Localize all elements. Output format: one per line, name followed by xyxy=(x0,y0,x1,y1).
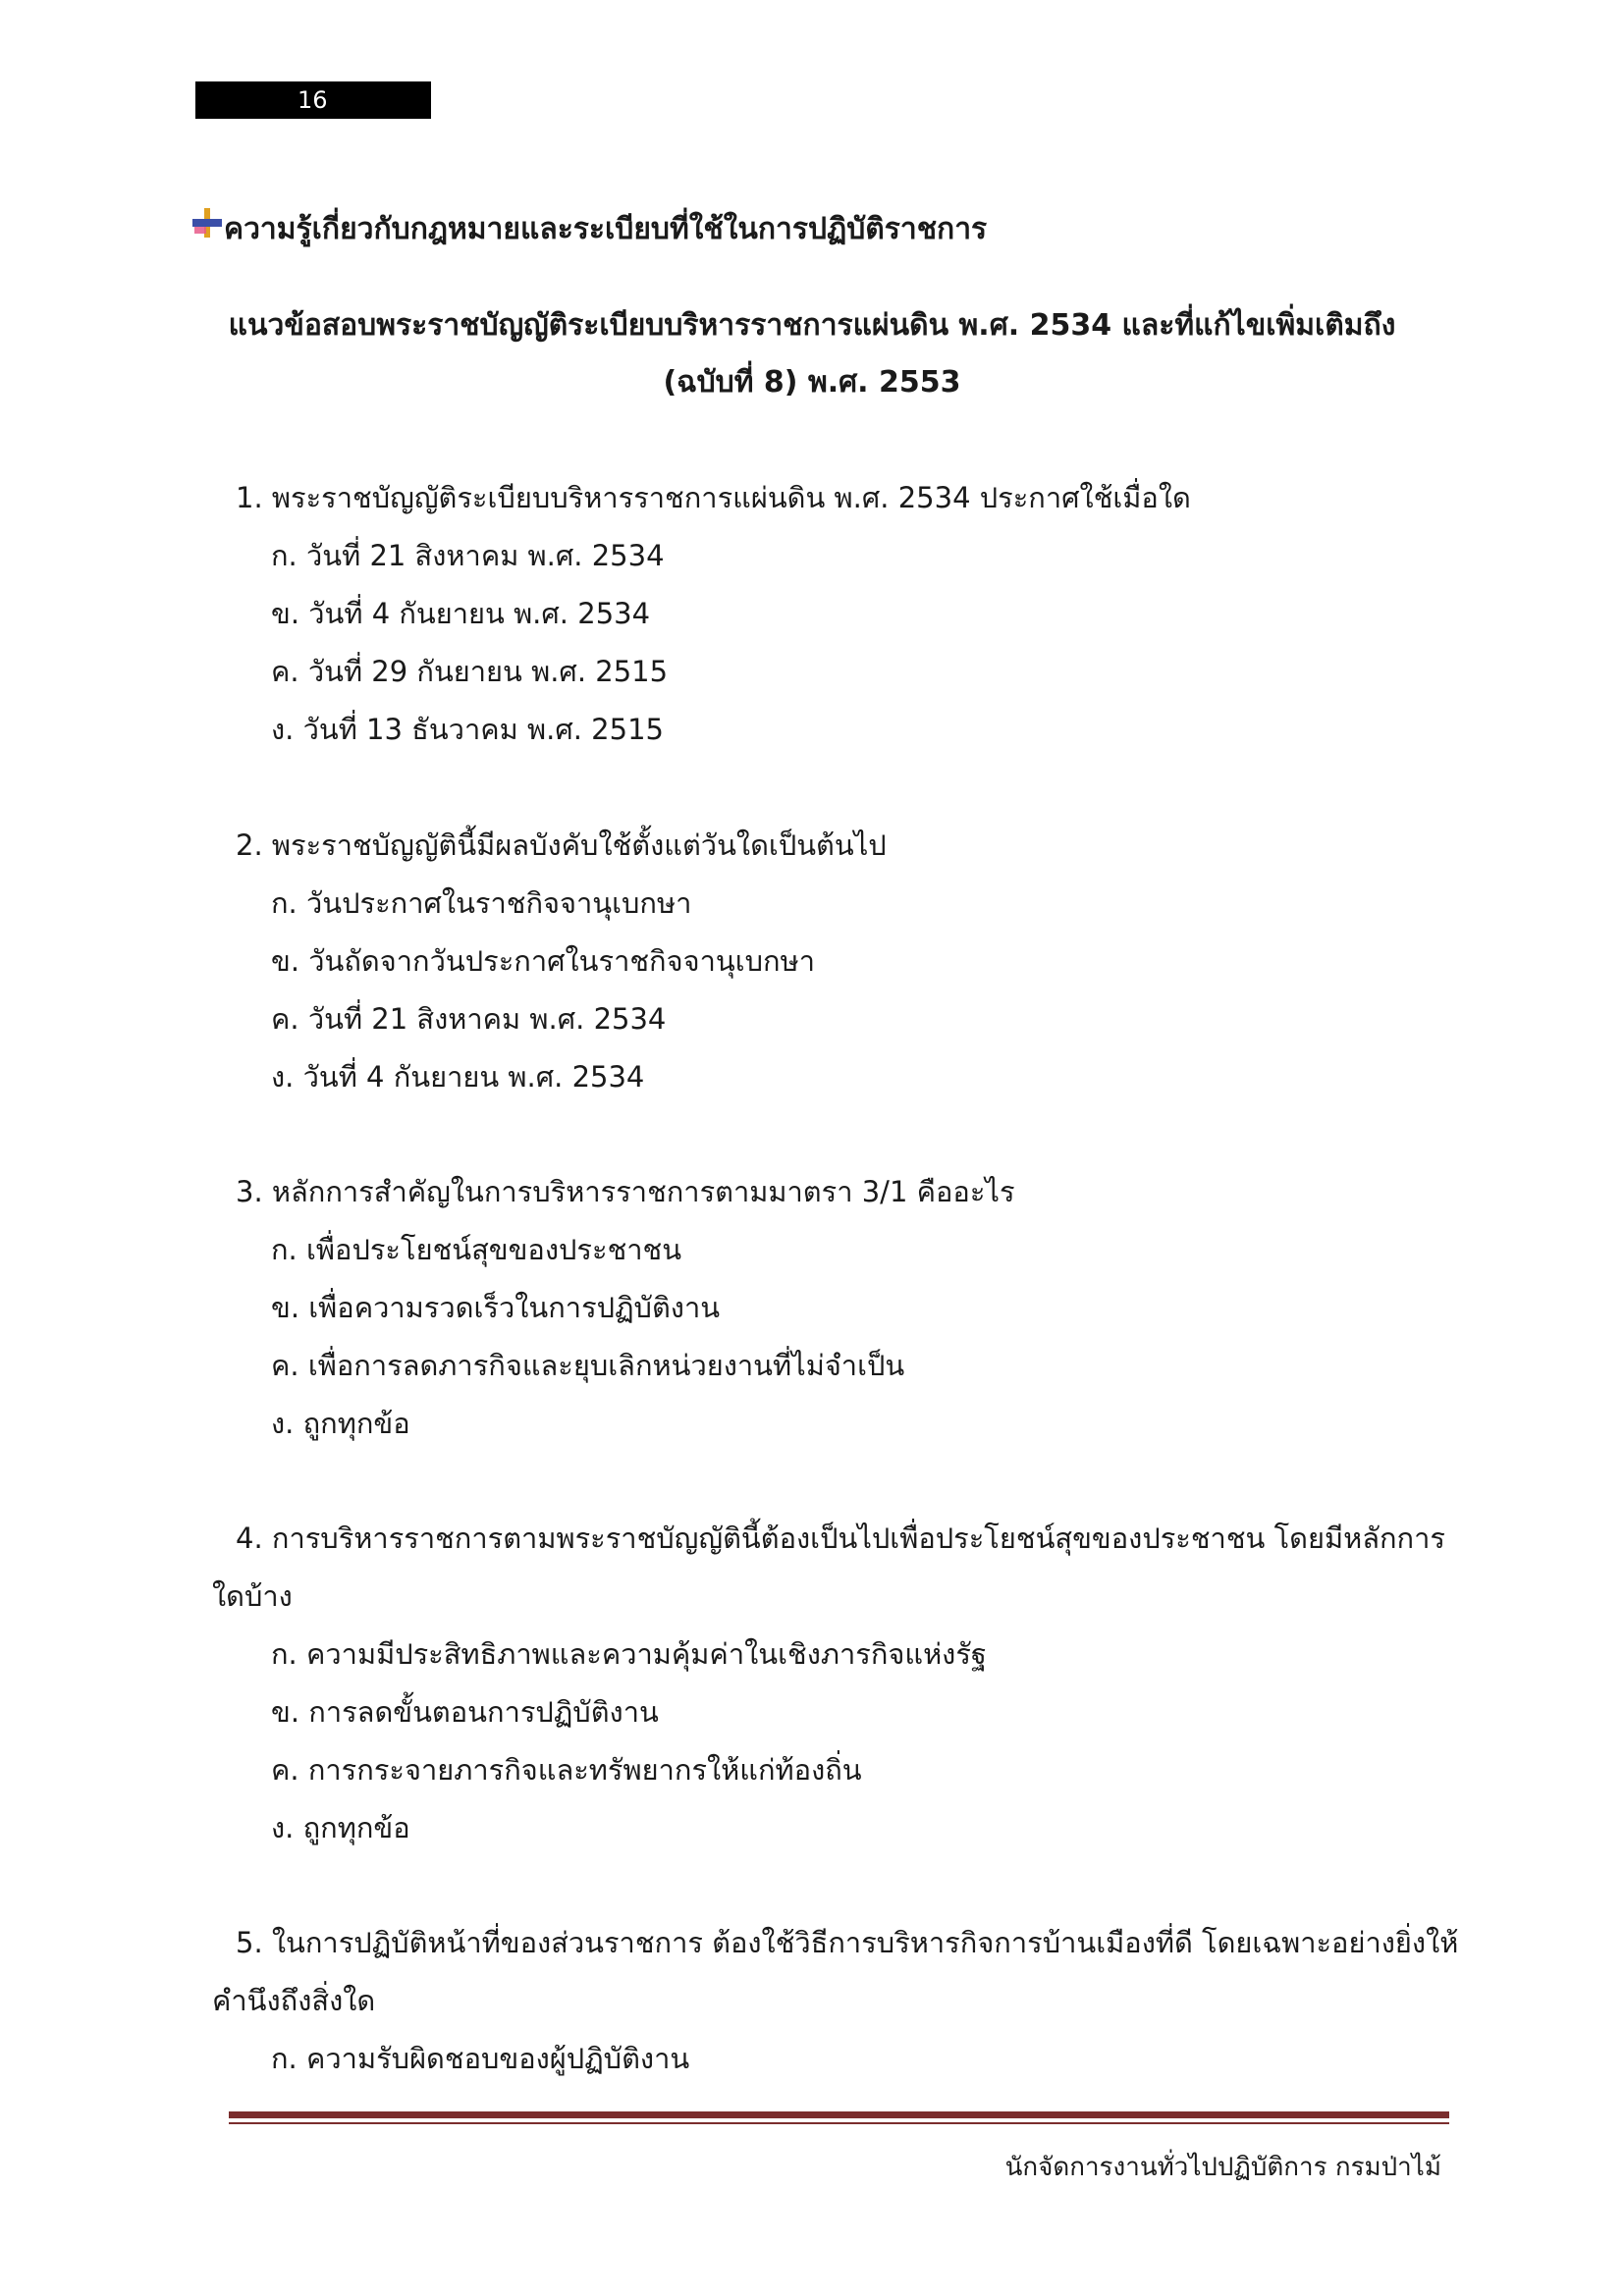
document-title-line-2: (ฉบับที่ 8) พ.ศ. 2553 xyxy=(663,365,961,400)
question-2-option-b: ข. วันถัดจากวันประกาศในราชกิจจานุเบกษา xyxy=(271,944,815,978)
question-1-option-d: ง. วันที่ 13 ธันวาคม พ.ศ. 2515 xyxy=(271,713,664,746)
document-title-line-1: แนวข้อสอบพระราชบัญญัติระเบียบบริหารราชการแผ่นดิน พ.ศ. 2534 และที่แก้ไขเพิ่มเติมถึง xyxy=(228,308,1396,343)
cross-bullet-icon xyxy=(192,208,222,238)
question-4-continued: ใดบ้าง xyxy=(212,1579,293,1613)
question-5-continued: คำนึงถึงสิ่งใด xyxy=(212,1984,376,2017)
footer-text: นักจัดการงานทั่วไปปฏิบัติการ กรมป่าไม้ xyxy=(1004,2153,1441,2182)
question-5: 5. ในการปฏิบัติหน้าที่ของส่วนราชการ ต้องใช้วิธีการบริหารกิจการบ้านเมืองที่ดี โดยเฉพาะอย่างยิ่งให้ xyxy=(236,1926,1459,1959)
question-3: 3. หลักการสำคัญในการบริหารราชการตามมาตรา 3/1 คืออะไร xyxy=(236,1175,1015,1208)
question-4: 4. การบริหารราชการตามพระราชบัญญัตินี้ต้องเป็นไปเพื่อประโยชน์สุขของประชาชน โดยมีหลักการ xyxy=(236,1522,1445,1555)
question-4-option-d: ง. ถูกทุกข้อ xyxy=(271,1811,410,1844)
question-2-option-d: ง. วันที่ 4 กันยายน พ.ศ. 2534 xyxy=(271,1060,645,1094)
question-3-option-b: ข. เพื่อความรวดเร็วในการปฏิบัติงาน xyxy=(271,1291,721,1324)
section-heading-text: ความรู้เกี่ยวกับกฎหมายและระเบียบที่ใช้ในการปฏิบัติราชการ xyxy=(224,212,988,246)
question-3-option-a: ก. เพื่อประโยชน์สุขของประชาชน xyxy=(271,1233,682,1266)
footer-rule-thin xyxy=(229,2122,1449,2124)
question-1-option-a: ก. วันที่ 21 สิงหาคม พ.ศ. 2534 xyxy=(271,539,665,572)
section-heading xyxy=(224,206,987,252)
question-5-option-a: ก. ความรับผิดชอบของผู้ปฏิบัติงาน xyxy=(271,2042,690,2075)
question-1-option-b: ข. วันที่ 4 กันยายน พ.ศ. 2534 xyxy=(271,597,651,630)
footer-rule xyxy=(229,2111,1449,2118)
question-4-option-b: ข. การลดขั้นตอนการปฏิบัติงาน xyxy=(271,1695,659,1729)
question-1: 1. พระราชบัญญัติระเบียบบริหารราชการแผ่นดิน พ.ศ. 2534 ประกาศใช้เมื่อใด xyxy=(236,481,1191,514)
question-2-option-c: ค. วันที่ 21 สิงหาคม พ.ศ. 2534 xyxy=(271,1002,667,1036)
question-1-option-c: ค. วันที่ 29 กันยายน พ.ศ. 2515 xyxy=(271,655,669,688)
question-4-option-a: ก. ความมีประสิทธิภาพและความคุ้มค่าในเชิงภารกิจแห่งรัฐ xyxy=(271,1637,987,1671)
question-3-option-d: ง. ถูกทุกข้อ xyxy=(271,1407,410,1440)
question-2: 2. พระราชบัญญัตินี้มีผลบังคับใช้ตั้งแต่วันใดเป็นต้นไป xyxy=(236,828,887,862)
page-number: 16 xyxy=(195,81,431,119)
question-4-option-c: ค. การกระจายภารกิจและทรัพยากรให้แก่ท้องถิ่น xyxy=(271,1753,862,1787)
question-2-option-a: ก. วันประกาศในราชกิจจานุเบกษา xyxy=(271,886,692,920)
question-3-option-c: ค. เพื่อการลดภารกิจและยุบเลิกหน่วยงานที่ไม่จำเป็น xyxy=(271,1349,905,1382)
